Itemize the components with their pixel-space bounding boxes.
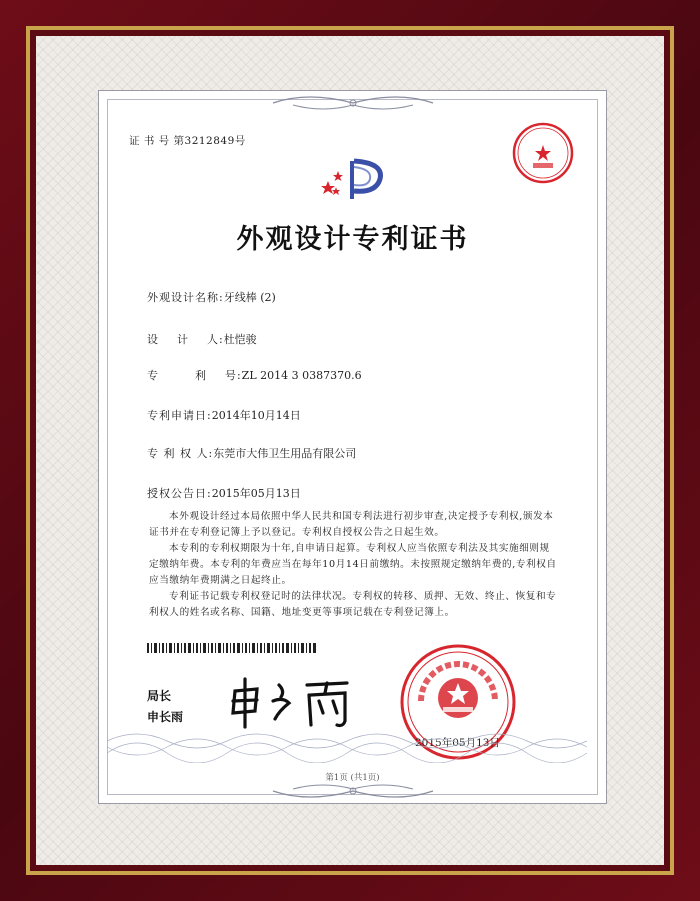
field-value: 牙线棒 (2) [223,291,276,304]
field-label: 专 利 权 人: [147,447,214,460]
field-label: 外观设计名称: [147,291,224,304]
field-designer [147,331,257,347]
registration-seal [511,121,575,185]
director-title: 局长 [147,689,172,703]
body-paragraph: 专利证书记载专利权登记时的法律状况。专利权的转移、质押、无效、终止、恢复和专利权人的姓名或名称、国籍、地址变更等事项记载在专利登记簿上。 [149,591,557,618]
certificate-number: 证 书 号 第3212849号 [129,135,246,147]
barcode [147,643,317,653]
director-signature [227,671,367,731]
certificate-paper [98,90,607,804]
field-label: 专利申请日: [147,409,212,422]
field-value: 2015年05月13日 [211,487,301,500]
field-patent-number [147,367,362,383]
director-name: 申长雨 [147,710,184,724]
field-value: 杜恺骏 [223,333,257,346]
field-label: 设 计 人: [147,333,224,346]
seal-date: 2015年05月13日 [415,737,500,749]
field-label: 专 利 号: [147,369,242,382]
field-value: ZL 2014 3 0387370.6 [241,369,362,382]
body-paragraph: 本专利的专利权期限为十年,自申请日起算。专利权人应当依照专利法及其实施细则规定缴纳年费。本专利的年费应当在每年10月14日前缴纳。未按照规定缴纳年费的,专利权自应当缴纳年费期满之日起终止。 [149,543,557,586]
field-grant-date [147,485,301,501]
guilloche-pattern [107,723,597,763]
field-value: 2014年10月14日 [211,409,301,422]
certificate-body [149,509,559,621]
field-value: 东莞市大伟卫生用品有限公司 [213,447,357,460]
certificate-title: 外观设计专利证书 [236,224,469,255]
field-application-date [147,407,301,423]
page-number: 第1页 (共1页) [325,773,380,783]
field-label: 授权公告日: [147,487,212,500]
field-design-name [147,289,276,305]
patent-office-logo [320,157,390,201]
body-paragraph: 本外观设计经过本局依照中华人民共和国专利法进行初步审查,决定授予专利权,颁发本证书并在专利登记簿上予以登记。专利权自授权公告之日起生效。 [149,511,554,538]
top-ornament [263,93,443,113]
field-patentee [147,445,356,461]
